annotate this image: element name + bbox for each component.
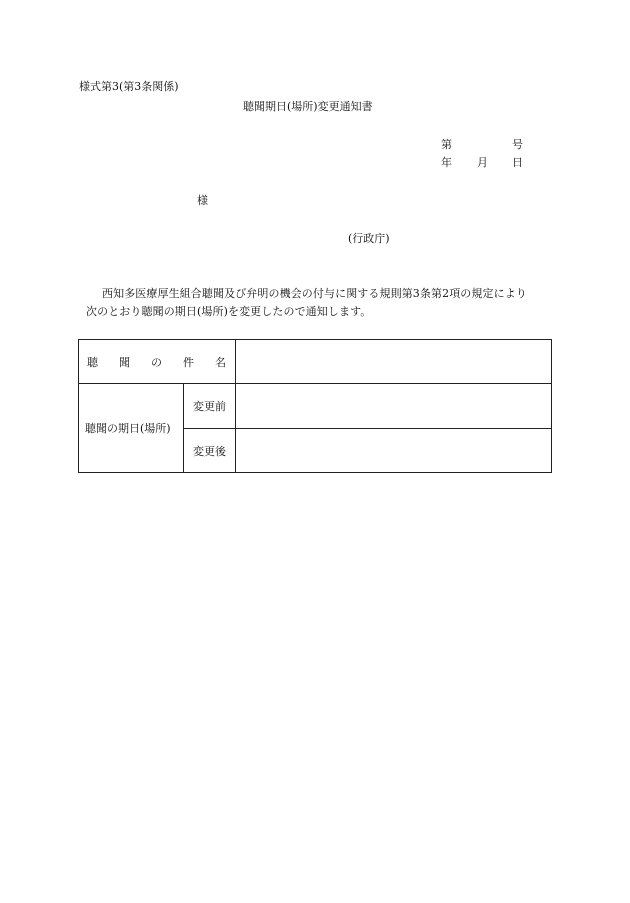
table-row bbox=[79, 340, 552, 384]
case-name-char: の bbox=[151, 355, 162, 369]
date-year: 年 bbox=[441, 156, 452, 169]
period-label: 聴聞の期日(場所) bbox=[85, 422, 171, 435]
notice-table bbox=[78, 339, 552, 473]
document-title: 聴聞期日(場所)変更通知書 bbox=[243, 100, 373, 113]
case-name-char: 件 bbox=[183, 355, 194, 369]
date-day: 日 bbox=[512, 156, 523, 169]
body-line-2: 次のとおり聴聞の期日(場所)を変更したので通知します。 bbox=[86, 305, 372, 318]
case-name-char: 聴 bbox=[87, 355, 98, 369]
recipient-honorific: 様 bbox=[197, 194, 208, 207]
before-value-field[interactable] bbox=[236, 384, 552, 429]
form-number-label: 様式第3(第3条関係) bbox=[79, 80, 179, 93]
case-name-label-cell bbox=[79, 340, 236, 384]
table-row bbox=[79, 384, 552, 429]
case-name-field[interactable] bbox=[236, 340, 552, 384]
period-label-cell bbox=[79, 384, 184, 473]
after-label: 変更後 bbox=[184, 429, 236, 473]
date-month: 月 bbox=[477, 156, 488, 169]
after-value-field[interactable] bbox=[236, 429, 552, 473]
body-line-1: 西知多医療厚生組合聴聞及び弁明の機会の付与に関する規則第3条第2項の規定により bbox=[102, 287, 527, 300]
number-suffix: 号 bbox=[512, 138, 523, 151]
notice-body bbox=[82, 285, 557, 321]
number-prefix: 第 bbox=[441, 138, 452, 151]
sender-agency: (行政庁) bbox=[348, 232, 390, 245]
case-name-label bbox=[79, 354, 235, 370]
before-label: 変更前 bbox=[184, 384, 236, 429]
case-name-char: 名 bbox=[215, 355, 226, 369]
case-name-char: 聞 bbox=[119, 355, 130, 369]
